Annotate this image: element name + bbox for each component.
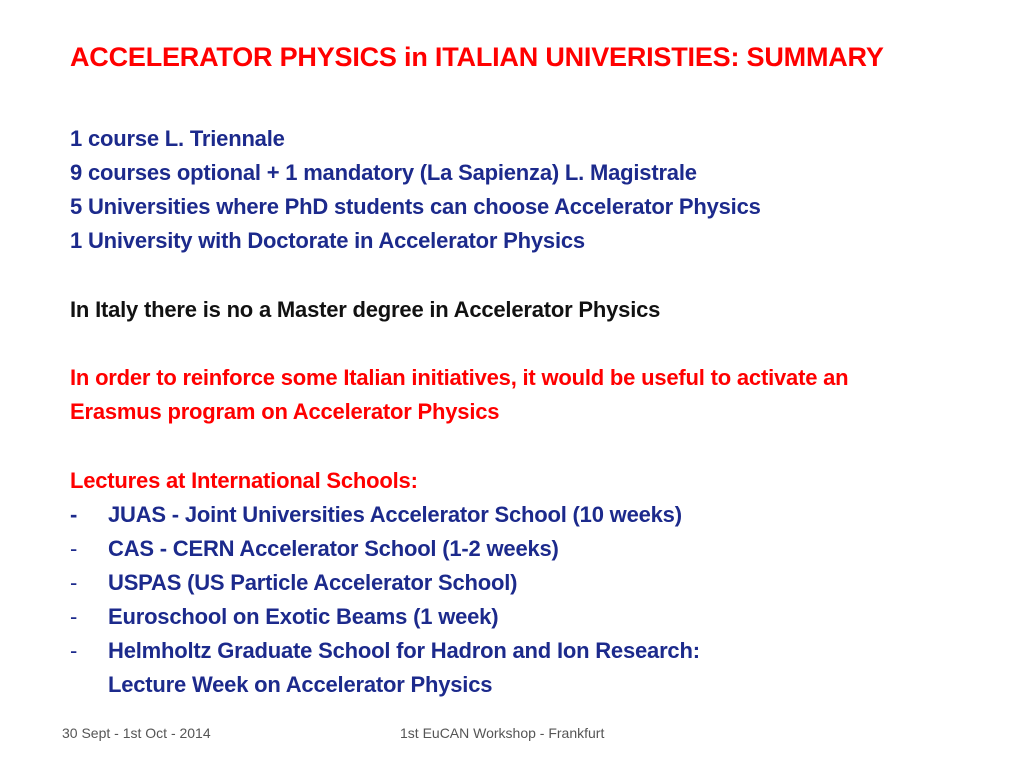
bullet-dash: - xyxy=(70,570,78,595)
bullet-dash: - xyxy=(70,536,78,561)
summary-line-doctorate: 1 University with Doctorate in Accelerator Physics xyxy=(70,228,585,253)
school-item-label: CAS - CERN Accelerator School (1-2 weeks) xyxy=(108,536,559,561)
bullet-dash: - xyxy=(70,502,78,527)
erasmus-statement-line-2: Erasmus program on Accelerator Physics xyxy=(70,399,500,424)
slide-title: ACCELERATOR PHYSICS in ITALIAN UNIVERISTIES: SUMMARY xyxy=(70,42,884,72)
erasmus-statement-line-1: In order to reinforce some Italian initiatives, it would be useful to activate an xyxy=(70,365,849,390)
school-item-label: USPAS (US Particle Accelerator School) xyxy=(108,570,518,595)
no-master-statement: In Italy there is no a Master degree in Accelerator Physics xyxy=(70,297,661,322)
bullet-dash: - xyxy=(70,604,78,629)
summary-line-magistrale: 9 courses optional + 1 mandatory (La Sapienza) L. Magistrale xyxy=(70,160,697,185)
school-item-label: Euroschool on Exotic Beams (1 week) xyxy=(108,604,499,629)
summary-line-triennale: 1 course L. Triennale xyxy=(70,126,285,151)
footer-event: 1st EuCAN Workshop - Frankfurt xyxy=(400,725,605,741)
school-item-label: JUAS - Joint Universities Accelerator School (10 weeks) xyxy=(108,502,682,527)
footer-date: 30 Sept - 1st Oct - 2014 xyxy=(62,725,211,741)
summary-line-phd: 5 Universities where PhD students can choose Accelerator Physics xyxy=(70,194,761,219)
schools-heading: Lectures at International Schools: xyxy=(70,468,418,493)
school-item-continuation-label: Lecture Week on Accelerator Physics xyxy=(108,672,493,697)
bullet-dash: - xyxy=(70,638,78,663)
school-item-label: Helmholtz Graduate School for Hadron and Ion Research: xyxy=(108,638,700,663)
